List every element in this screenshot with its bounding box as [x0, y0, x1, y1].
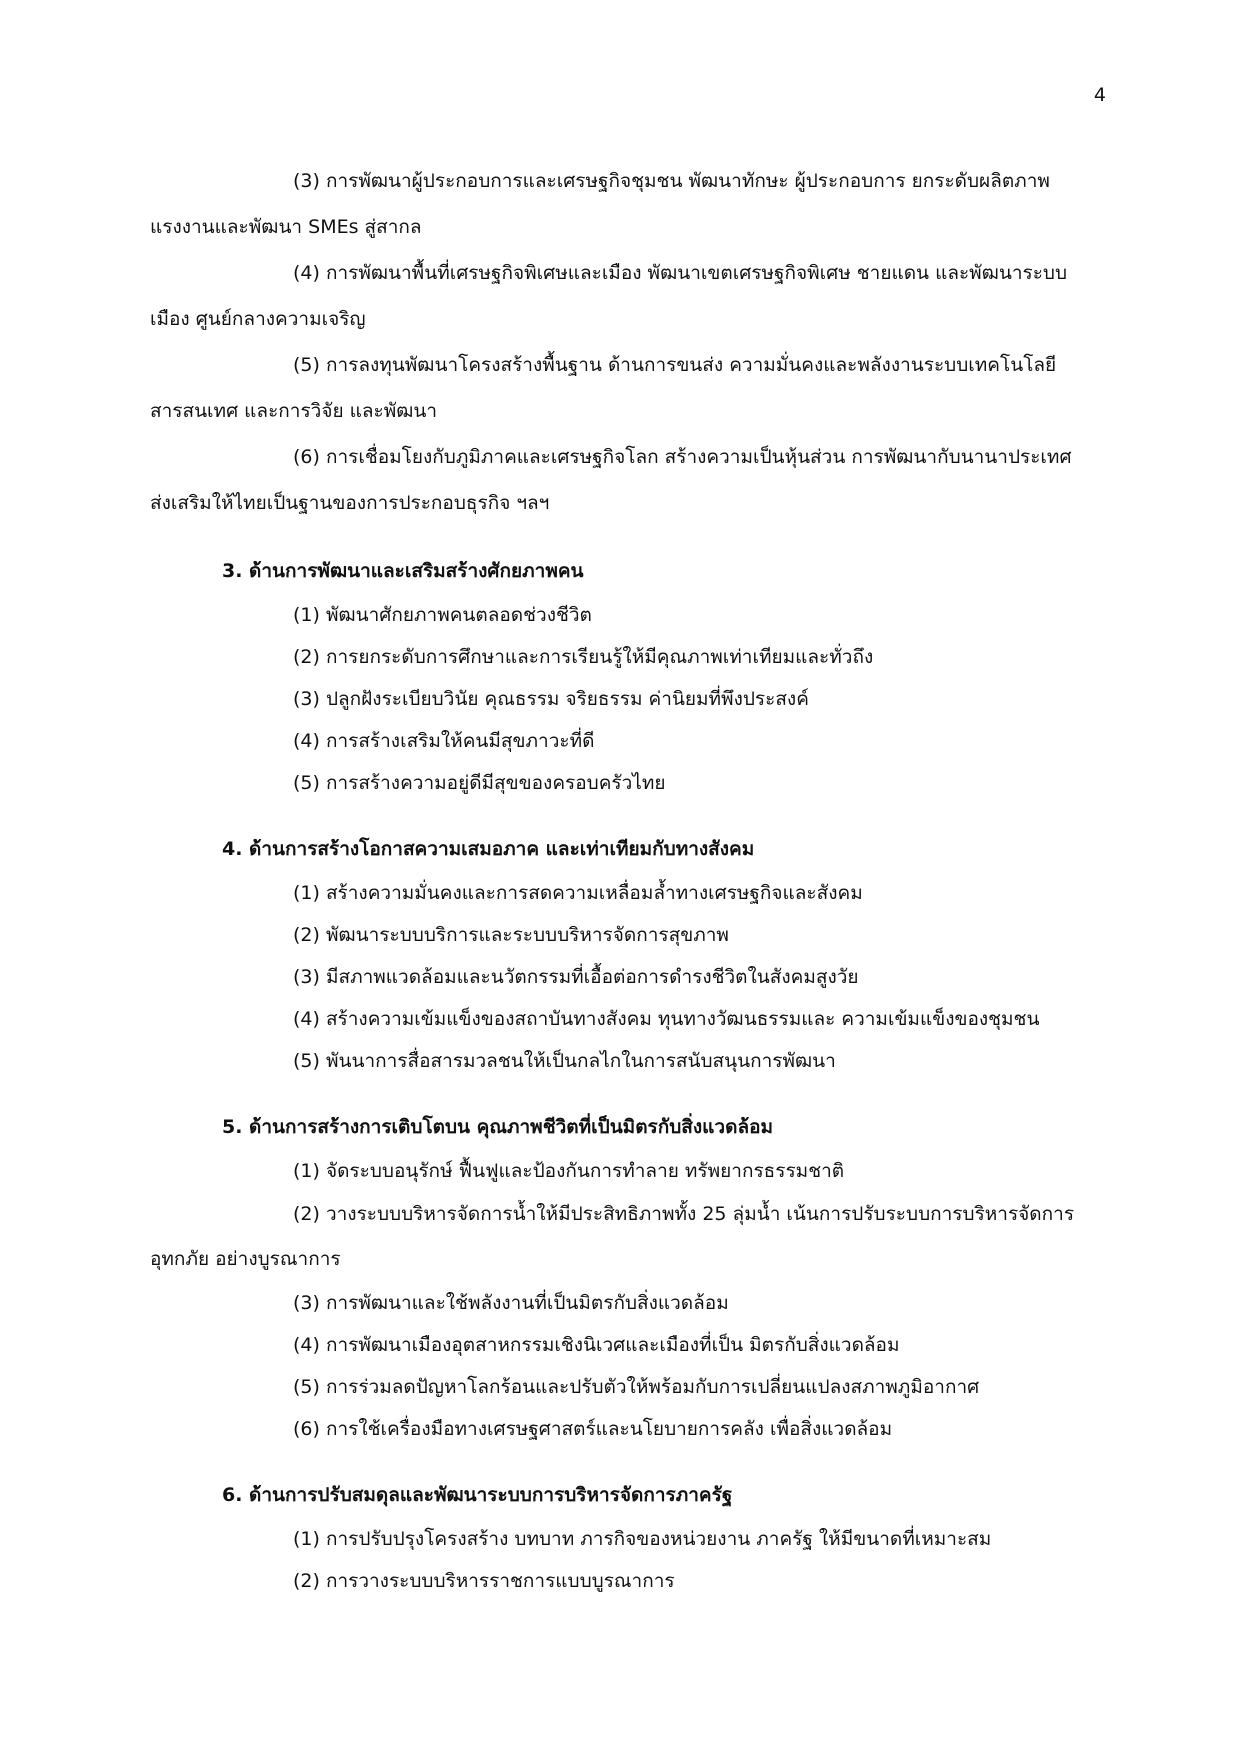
- section-4-item: (3) มีสภาพแวดล้อมและนวัตกรรมที่เอื้อต่อการดำรงชีวิตในสังคมสูงวัย: [293, 966, 859, 988]
- section-6-item: (2) การวางระบบบริหารราชการแบบบูรณาการ: [293, 1570, 675, 1592]
- intro-item-4: (4) การพัฒนาพื้นที่เศรษฐกิจพิเศษและเมือง พัฒนาเขตเศรษฐกิจพิเศษ ชายแดน และพัฒนาระบบเมือง ศูนย์กลางความเจริญ: [150, 262, 1068, 330]
- section-5-item: (6) การใช้เครื่องมือทางเศรษฐศาสตร์และนโยบายการคลัง เพื่อสิ่งแวดล้อม: [293, 1418, 893, 1440]
- section-4-item: (5) พันนาการสื่อสารมวลชนให้เป็นกลไกในการสนับสนุนการพัฒนา: [293, 1050, 836, 1072]
- section-4-item: (4) สร้างความเข้มแข็งของสถาบันทางสังคม ทุนทางวัฒนธรรมและ ความเข้มแข็งของชุมชน: [293, 1008, 1040, 1030]
- section-6-item: (1) การปรับปรุงโครงสร้าง บทบาท ภารกิจของหน่วยงาน ภาครัฐ ให้มีขนาดที่เหมาะสม: [293, 1528, 992, 1550]
- section-3-item: (3) ปลูกฝังระเบียบวินัย คุณธรรม จริยธรรม ค่านิยมที่พึงประสงค์: [293, 688, 809, 710]
- page-number: 4: [1093, 84, 1106, 106]
- section-3-heading: 3. ด้านการพัฒนาและเสริมสร้างศักยภาพคน: [222, 560, 584, 582]
- section-5-heading: 5. ด้านการสร้างการเติบโตบน คุณภาพชีวิตที่เป็นมิตรกับสิ่งแวดล้อม: [222, 1116, 774, 1138]
- document-body: [150, 158, 1097, 1602]
- section-3-item: (1) พัฒนาศักยภาพคนตลอดช่วงชีวิต: [293, 604, 592, 626]
- section-4-item: (2) พัฒนาระบบบริการและระบบบริหารจัดการสุขภาพ: [293, 924, 729, 946]
- section-5-item: (4) การพัฒนาเมืองอุตสาหกรรมเชิงนิเวศและเมืองที่เป็น มิตรกับสิ่งแวดล้อม: [293, 1334, 900, 1356]
- intro-item-6: (6) การเชื่อมโยงกับภูมิภาคและเศรษฐกิจโลก สร้างความเป็นหุ้นส่วน การพัฒนากับนานาประเทศ ส่งเสริมให้ไทยเป็นฐานของการประกอบธุรกิจ ฯลฯ: [150, 446, 1072, 514]
- section-3-item: (4) การสร้างเสริมให้คนมีสุขภาวะที่ดี: [293, 730, 595, 752]
- section-4-heading: 4. ด้านการสร้างโอกาสความเสมอภาค และเท่าเทียมกับทางสังคม: [222, 838, 755, 860]
- section-5-item: (1) จัดระบบอนุรักษ์ ฟื้นฟูและป้องกันการทำลาย ทรัพยากรธรรมชาติ: [293, 1160, 845, 1182]
- section-3-item: (2) การยกระดับการศึกษาและการเรียนรู้ให้มีคุณภาพเท่าเทียมและทั่วถึง: [293, 646, 874, 668]
- section-3-item: (5) การสร้างความอยู่ดีมีสุขของครอบครัวไทย: [293, 772, 666, 794]
- section-5-item: (2) วางระบบบริหารจัดการน้ำให้มีประสิทธิภาพทั้ง 25 ลุ่มน้ำ เน้นการปรับระบบการบริหารจัดการอุทกภัย อย่างบูรณาการ: [150, 1203, 1075, 1270]
- section-5-item: (5) การร่วมลดปัญหาโลกร้อนและปรับตัวให้พร้อมกับการเปลี่ยนแปลงสภาพภูมิอากาศ: [293, 1376, 980, 1398]
- intro-item-3: (3) การพัฒนาผู้ประกอบการและเศรษฐกิจชุมชน พัฒนาทักษะ ผู้ประกอบการ ยกระดับผลิตภาพแรงงานและพัฒนา SMEs สู่สากล: [150, 170, 1050, 238]
- section-6-heading: 6. ด้านการปรับสมดุลและพัฒนาระบบการบริหารจัดการภาครัฐ: [222, 1484, 733, 1506]
- section-4-item: (1) สร้างความมั่นคงและการสดความเหลื่อมล้ำทางเศรษฐกิจและสังคม: [293, 882, 863, 904]
- section-5-item: (3) การพัฒนาและใช้พลังงานที่เป็นมิตรกับสิ่งแวดล้อม: [293, 1292, 729, 1314]
- intro-item-5: (5) การลงทุนพัฒนาโครงสร้างพื้นฐาน ด้านการขนส่ง ความมั่นคงและพลังงานระบบเทคโนโลยีสารสนเทศ และการวิจัย และพัฒนา: [150, 354, 1057, 422]
